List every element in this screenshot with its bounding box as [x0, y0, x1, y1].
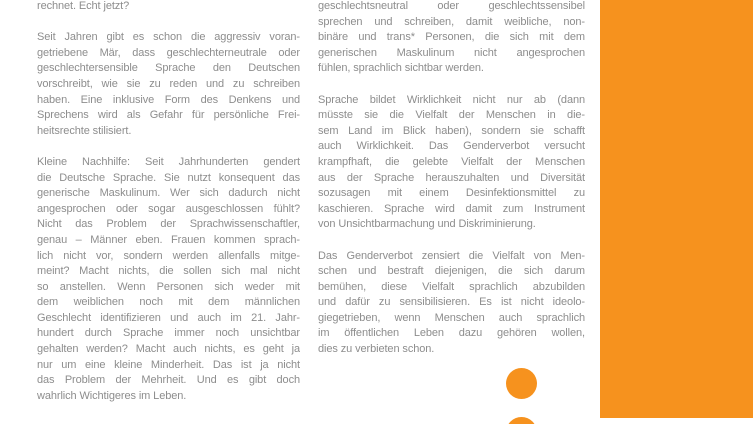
text-line: hundert durch Sprache immer noch unsichtbar — [37, 327, 300, 340]
text-column-right — [318, 0, 585, 404]
text-line: sozusagen mit einem Desinfektionsmittel zu — [318, 187, 585, 200]
text-line: schen und bestraft diejenigen, die sich darum — [318, 265, 585, 278]
text-line: Geschlecht identifizieren und auch im 21. Jahr- — [37, 311, 300, 324]
text-line: von Unsichtbarmachung und Diskriminierung. — [318, 218, 536, 231]
text-line: generischen Maskulinum nicht angesprochen — [318, 46, 585, 59]
text-line: geschlechtsneutral oder geschlechtssensibel — [318, 0, 585, 12]
orange-dot-2 — [506, 417, 537, 424]
text-line: wahrlich Wichtigeres im Leben. — [37, 389, 187, 402]
paragraph — [37, 30, 300, 139]
text-column-left — [37, 0, 300, 404]
text-line: Seit Jahren gibt es schon die aggressiv voran- — [37, 31, 300, 44]
orange-dot-1 — [506, 368, 537, 399]
text-line: krampfhaft, die gelebte Vielfalt der Menschen — [318, 155, 585, 168]
text-line: generische Maskulinum. Wer sich dadurch nicht — [37, 187, 300, 200]
paragraph — [318, 0, 585, 77]
text-line: nur um eine kleine Minderheit. Das ist ja nicht — [37, 358, 300, 371]
text-line: Kleine Nachhilfe: Seit Jahrhunderten gendert — [37, 155, 300, 168]
text-line: müsste sie die Vielfalt der Menschen in die- — [318, 109, 585, 122]
paragraph — [318, 93, 585, 233]
text-line: das Problem der Mehrheit. Und es gibt doch — [37, 374, 300, 387]
paragraph — [318, 249, 585, 358]
text-line: genau – Männer eben. Frauen kommen sprach- — [37, 233, 300, 246]
paragraph — [37, 155, 300, 405]
text-line: binäre und trans* Personen, die sich mit dem — [318, 31, 585, 44]
text-line: die Deutsche Sprache. Sie nutzt konsequent das — [37, 171, 300, 184]
text-line: im öffentlichen Leben dazu gehören wollen, — [318, 327, 585, 340]
text-line: gehalten werden? Macht auch nichts, es geht ja — [37, 343, 300, 356]
text-line: fühlen, sprachlich sichtbar werden. — [318, 62, 484, 75]
text-line: meint? Macht nichts, die sollen sich mal nicht — [37, 265, 300, 278]
text-line: giegetrieben, wenn Menschen auch sprachlich — [318, 311, 585, 324]
paragraph — [37, 0, 300, 15]
text-line: rechnet. Echt jetzt? — [37, 0, 130, 12]
text-line: Sprechens wird als Gefahr für persönliche Frei- — [37, 109, 300, 122]
text-line: aus der Sprache herauszuhalten und Diversität — [318, 171, 585, 184]
text-line: getriebene Mär, dass geschlechterneutrale oder — [37, 46, 300, 59]
text-line: dies zu verbieten schon. — [318, 343, 435, 356]
text-line: lich nicht vor, sondern werden allenfalls mitge- — [37, 249, 300, 262]
text-line: geschlechtersensible Sprache den Deutschen — [37, 62, 300, 75]
text-line: vorschreibt, wie sie zu reden und zu schreiben — [37, 77, 300, 90]
text-line: Das Genderverbot zensiert die Vielfalt von Men- — [318, 249, 585, 262]
text-line: dem weiblichen noch mit dem männlichen — [37, 296, 300, 309]
text-line: angesprochen oder sogar ausgeschlossen fühlt? — [37, 202, 300, 215]
text-line: kaschieren. Sprache wird damit zum Instrument — [318, 202, 585, 215]
text-line: Nicht das Problem der Sprachwissenschaftler, — [37, 218, 300, 231]
text-line: so anstellen. Wenn Personen sich weder mit — [37, 280, 300, 293]
text-line: sem Land im Blick haben), sondern sie schafft — [318, 124, 585, 137]
text-columns — [37, 0, 585, 404]
text-line: und dafür zu sensibilisieren. Es ist nicht ideolo- — [318, 296, 585, 309]
text-line: bemühen, diese Vielfalt sprachlich abzubilden — [318, 280, 585, 293]
text-line: Sprache bildet Wirklichkeit nicht nur ab (dann — [318, 93, 585, 106]
text-line: auch Wirklichkeit. Das Genderverbot versucht — [318, 140, 585, 153]
orange-sidebar-band — [600, 0, 753, 418]
text-line: haben. Eine inklusive Form des Denkens und — [37, 93, 300, 106]
text-line: heitsrechte stilisiert. — [37, 124, 132, 137]
text-line: sprechen und schreiben, damit weibliche, non- — [318, 15, 585, 28]
